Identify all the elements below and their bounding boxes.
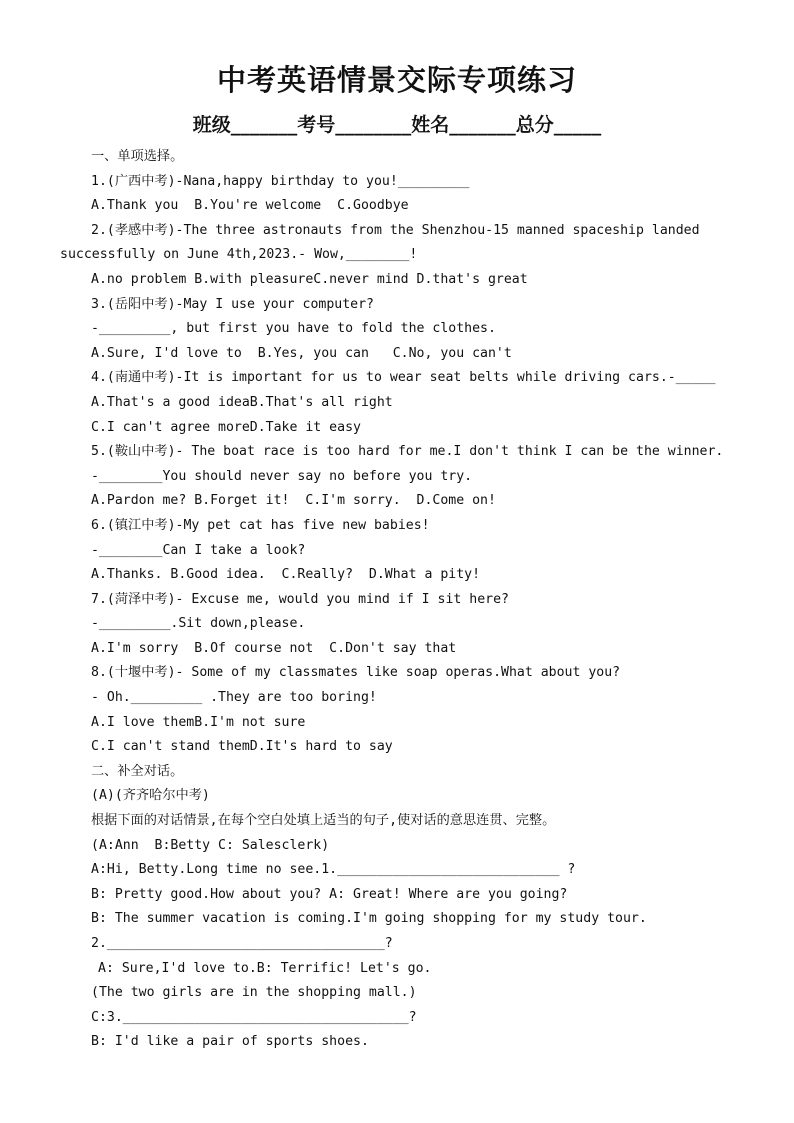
dialogue-line: B: I'd like a pair of sports shoes. xyxy=(91,1034,369,1050)
dialogue-line: C:3.____________________________________? xyxy=(91,1009,417,1025)
options-line: A.Thank you B.You're welcome C.Goodbye xyxy=(91,198,409,214)
options-line: C.I can't agree moreD.Take it easy xyxy=(91,419,361,435)
student-info-line: 班级_______考号________姓名_______总分_____ xyxy=(192,114,602,136)
section-heading: 一、单项选择。 xyxy=(91,149,184,164)
question-line: 4.(南通中考)-It is important for us to wear seat belts while driving cars.-_____ xyxy=(91,370,716,386)
question-line: successfully on June 4th,2023.- Wow,________! xyxy=(60,247,418,263)
dialogue-line: 2.___________________________________? xyxy=(91,936,393,951)
section-heading: 二、补全对话。 xyxy=(91,763,184,779)
question-line: -_________.Sit down,please. xyxy=(91,616,306,632)
dialogue-line: (A:Ann B:Betty C: Salesclerk) xyxy=(91,837,330,853)
options-line: A.I love themB.I'm not sure xyxy=(91,714,306,730)
question-line: 6.(镇江中考)-My pet cat has five new babies! xyxy=(91,517,430,533)
question-line: 3.(岳阳中考)-May I use your computer? xyxy=(91,296,374,312)
exercise-body xyxy=(60,145,750,1055)
options-line: C.I can't stand themD.It's hard to say xyxy=(91,739,393,755)
dialogue-line: (The two girls are in the shopping mall.) xyxy=(91,985,417,1001)
question-line: -_________, but first you have to fold the clothes. xyxy=(91,321,496,337)
question-line: 7.(菏泽中考)- Excuse me, would you mind if I sit here? xyxy=(91,591,509,607)
question-line: 5.(鞍山中考)- The boat race is too hard for me.I don't think I can be the winner. xyxy=(91,444,724,460)
dialogue-line: B: Pretty good.How about you? A: Great! Where are you going? xyxy=(91,886,568,902)
question-line: -________Can I take a look? xyxy=(91,542,306,558)
question-line: 8.(十堰中考)- Some of my classmates like soap operas.What about you? xyxy=(91,665,621,681)
options-line: A.I'm sorry B.Of course not C.Don't say that xyxy=(91,640,457,656)
subsection-heading: (A)(齐齐哈尔中考) xyxy=(91,788,210,804)
question-line: - Oh._________ .They are too boring! xyxy=(91,690,377,706)
question-line: 2.(孝感中考)-The three astronauts from the Shenzhou-15 manned spaceship landed xyxy=(91,222,700,238)
options-line: A.That's a good ideaB.That's all right xyxy=(91,394,393,410)
options-line: A.Pardon me? B.Forget it! C.I'm sorry. D.Come on! xyxy=(91,493,496,509)
options-line: A.Sure, I'd love to B.Yes, you can C.No, you can't xyxy=(91,345,512,361)
dialogue-line: B: The summer vacation is coming.I'm going shopping for my study tour. xyxy=(91,911,647,927)
question-line: -________You should never say no before you try. xyxy=(91,468,473,484)
page-title: 中考英语情景交际专项练习 xyxy=(216,63,577,97)
question-line: 1.(广西中考)-Nana,happy birthday to you!_________ xyxy=(91,173,470,189)
options-line: A.Thanks. B.Good idea. C.Really? D.What a pity! xyxy=(91,567,481,583)
instruction-line: 根据下面的对话情景,在每个空白处填上适当的句子,使对话的意思连贯、完整。 xyxy=(91,813,556,829)
dialogue-line: A:Hi, Betty.Long time no see.1.____________________________ ? xyxy=(91,862,576,878)
dialogue-line: A: Sure,I'd love to.B: Terrific! Let's go. xyxy=(98,960,432,976)
options-line: A.no problem B.with pleasureC.never mind D.that's great xyxy=(91,271,528,287)
